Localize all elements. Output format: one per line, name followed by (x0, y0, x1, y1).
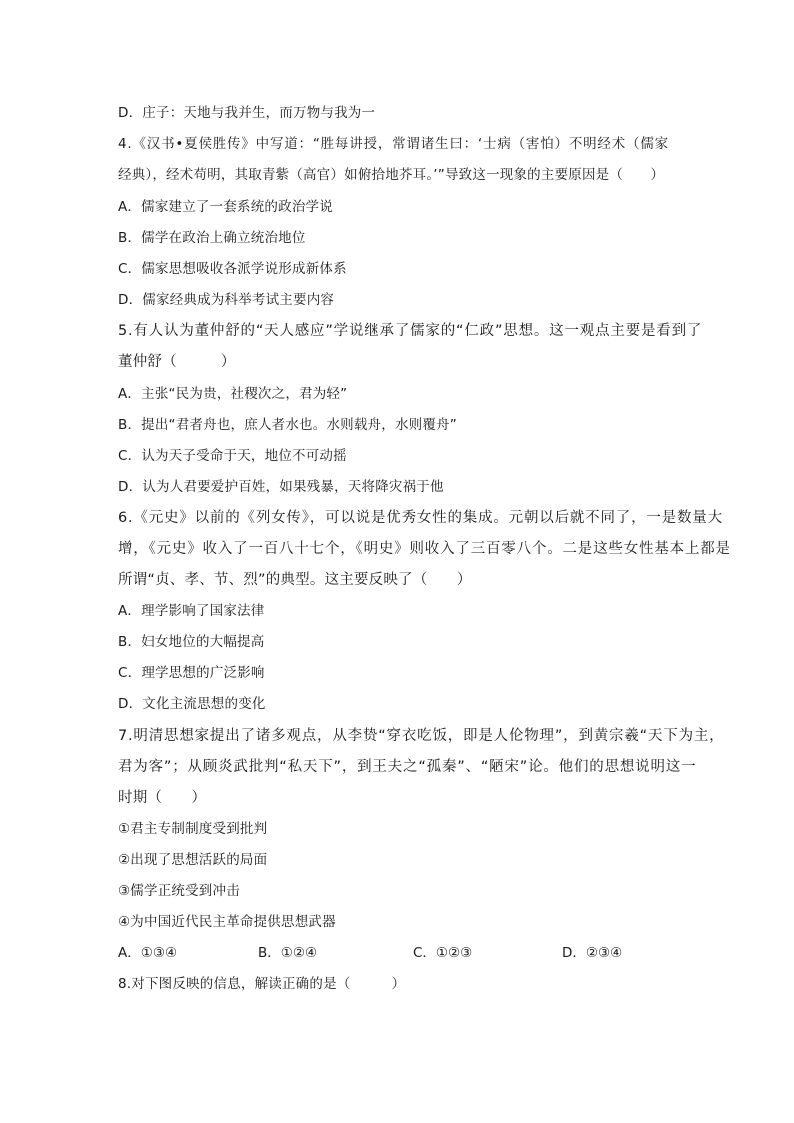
q6-option-c: C．理学思想的广泛影响 (118, 665, 265, 681)
q6-stem-line-2: 增，《元史》收入了一百八十七个，《明史》则收入了三百零八个。二是这些女性基本上都是 (118, 541, 731, 557)
q7-option-b: B．①②④ (258, 945, 318, 961)
q5-option-d: D．认为人君要爱护百姓，如果残暴，天将降灾祸于他 (118, 479, 444, 495)
q5-option-a: A．主张“民为贵，社稷次之，君为轻” (118, 386, 348, 402)
q7-option-d: D．②③④ (562, 945, 623, 961)
q5-option-c: C．认为天子受命于天，地位不可动摇 (118, 448, 347, 464)
q7-stem-line-1: 7.明清思想家提出了诸多观点，从李贽“穿衣吃饭，即是人伦物理”，到黄宗羲“天下为主， (118, 728, 725, 744)
q5-option-b: B．提出“君者舟也，庶人者水也。水则载舟，水则覆舟” (118, 417, 457, 433)
q6-stem-line-3: 所谓“贞、孝、节、烈”的典型。这主要反映了（ ） (118, 572, 472, 588)
q6-option-a: A．理学影响了国家法律 (118, 603, 265, 619)
q6-option-b: B．妇女地位的大幅提高 (118, 634, 265, 650)
q4-option-b: B．儒学在政治上确立统治地位 (118, 230, 306, 246)
q3-option-d: D．庄子：天地与我并生，而万物与我为一 (118, 105, 376, 121)
q5-stem-line-2: 董仲舒（ ） (118, 354, 236, 370)
q7-stem-line-2: 君为客”；从顾炎武批判“私天下”，到王夫之“孤秦”、“陋宋”论。他们的思想说明这一 (118, 759, 697, 775)
q7-option-a: A．①③④ (118, 945, 178, 961)
q5-stem-line-1: 5.有人认为董仲舒的“天人感应”学说继承了儒家的“仁政”思想。这一观点主要是看到了 (118, 323, 703, 339)
q7-statement-2: ②出现了思想活跃的局面 (118, 852, 268, 868)
q4-stem-line-2: 经典），经术苟明，其取青紫（高官）如俯拾地芥耳。’”导致这一现象的主要原因是（ ） (118, 167, 665, 183)
q4-option-a: A．儒家建立了一套系统的政治学说 (118, 199, 333, 215)
q4-option-d: D．儒家经典成为科举考试主要内容 (118, 292, 335, 308)
q7-statement-1: ①君主专制制度受到批判 (118, 821, 268, 837)
q7-statement-4: ④为中国近代民主革命提供思想武器 (118, 914, 336, 930)
q6-option-d: D．文化主流思想的变化 (118, 696, 266, 712)
q7-stem-line-3: 时期（ ） (118, 790, 207, 806)
q4-stem-line-1: 4.《汉书•夏侯胜传》中写道：“胜每讲授，常谓诸生曰：‘士病（害怕）不明经术（儒家 (118, 136, 669, 152)
q6-stem-line-1: 6.《元史》以前的《列女传》，可以说是优秀女性的集成。元朝以后就不同了，一是数量大 (118, 510, 723, 526)
q8-stem: 8.对下图反映的信息，解读正确的是（ ） (118, 976, 406, 992)
q7-option-c: C．①②③ (413, 945, 473, 961)
q7-statement-3: ③儒学正统受到冲击 (118, 883, 240, 899)
q4-option-c: C．儒家思想吸收各派学说形成新体系 (118, 261, 347, 277)
